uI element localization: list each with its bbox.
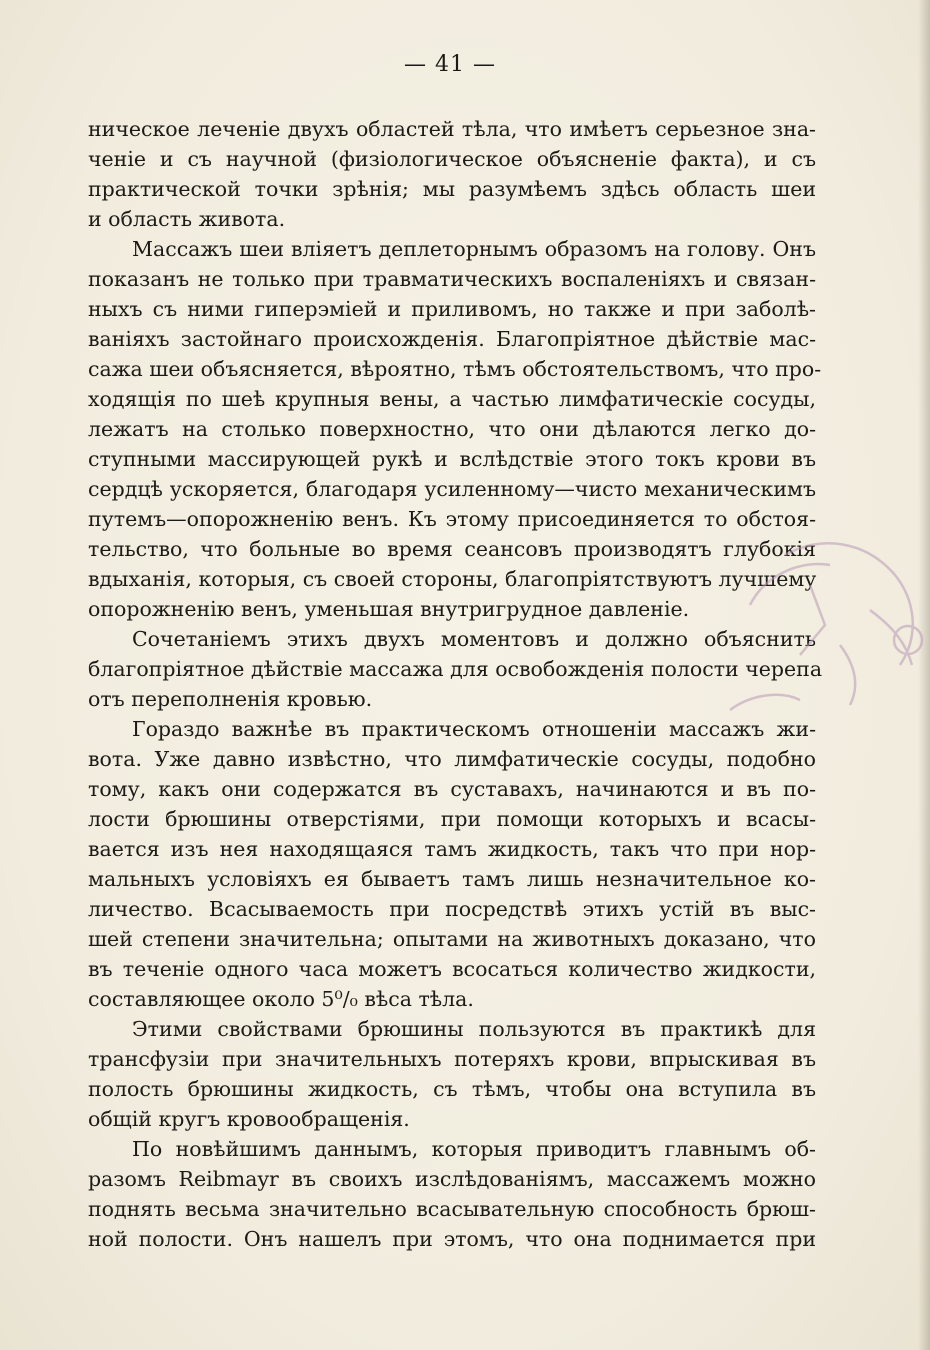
text-line: вается изъ нея находящаяся тамъ жидкость, такъ что при нор- [88, 837, 816, 861]
text-line: въ теченіе одного часа можетъ всосаться количество жидкости, [88, 957, 816, 981]
text-line: мальныхъ условіяхъ ея бываетъ тамъ лишь незначительное ко- [88, 867, 816, 891]
text-line: Сочетаніемъ этихъ двухъ моментовъ и должно объяснить [132, 627, 816, 651]
text-line: сердцѣ ускоряется, благодаря усиленному—чисто механическимъ [88, 477, 816, 501]
text-line: ваніяхъ застойнаго происхожденія. Благопріятное дѣйствіе мас- [88, 327, 816, 351]
text-line: сажа шеи объясняется, вѣроятно, тѣмъ обстоятельствомъ, что про- [88, 357, 822, 381]
text-line: лости брюшины отверстіями, при помощи которыхъ и всасы- [88, 807, 816, 831]
page-number: — 41 — [404, 52, 496, 77]
text-line: отъ переполненія кровью. [88, 687, 373, 711]
text-line: тельство, что больные во время сеансовъ производятъ глубокія [88, 537, 816, 561]
text-line: Этими свойствами брюшины пользуются въ практикѣ для [132, 1017, 816, 1041]
body-text [88, 114, 823, 1254]
text-line: личество. Всасываемость при посредствѣ этихъ устій въ выс- [88, 897, 816, 921]
text-line: благопріятное дѣйствіе массажа для освобожденія полости черепа [88, 657, 823, 681]
text-line: и область живота. [88, 207, 286, 231]
text-line: Массажъ шеи вліяетъ деплеторнымъ образомъ на голову. Онъ [132, 237, 816, 261]
text-line: разомъ Reibmayr въ своихъ изслѣдованіямъ, массажемъ можно [88, 1167, 816, 1191]
text-line: ступными массирующей рукѣ и вслѣдствіе этого токъ крови въ [88, 447, 816, 471]
text-line: вдыханія, которыя, съ своей стороны, благопріятствуютъ лучшему [88, 567, 817, 591]
text-line: составляющее около 5⁰/₀ вѣса тѣла. [88, 987, 474, 1011]
page-edge-shadow [918, 0, 930, 1350]
text-line: тому, какъ они содержатся въ суставахъ, начинаются и въ по- [88, 777, 816, 801]
text-line: лежатъ на столько поверхностно, что они дѣлаются легко до- [88, 417, 816, 441]
text-line: ходящія по шеѣ крупныя вены, а частью лимфатическіе сосуды, [88, 387, 816, 411]
text-line: полость брюшины жидкость, съ тѣмъ, чтобы она вступила въ [88, 1077, 816, 1101]
text-line: Гораздо важнѣе въ практическомъ отношеніи массажъ жи- [132, 717, 816, 741]
text-line: По новѣйшимъ даннымъ, которыя приводитъ главнымъ об- [132, 1137, 816, 1161]
text-line: путемъ—опорожненію венъ. Къ этому присоединяется то обстоя- [88, 507, 816, 531]
text-line: шей степени значительна; опытами на животныхъ доказано, что [88, 927, 816, 951]
text-line: общій кругъ кровообращенія. [88, 1107, 410, 1131]
text-line: вота. Уже давно извѣстно, что лимфатическіе сосуды, подобно [88, 747, 816, 771]
text-line: опорожненію венъ, уменьшая внутригрудное давленіе. [88, 597, 690, 621]
text-line: ныхъ съ ними гиперэміей и приливомъ, но также и при заболѣ- [88, 297, 816, 321]
text-line: поднять весьма значительно всасывательную способность брюш- [88, 1197, 816, 1221]
text-line: ченіе и съ научной (физіологическое объясненіе факта), и съ [88, 147, 816, 171]
text-line: ной полости. Онъ нашелъ при этомъ, что она поднимается при [88, 1227, 816, 1251]
text-line: показанъ не только при травматическихъ воспаленіяхъ и связан- [88, 267, 816, 291]
text-line: трансфузіи при значительныхъ потеряхъ крови, впрыскивая въ [88, 1047, 816, 1071]
text-line: ническое леченіе двухъ областей тѣла, что имѣетъ серьезное зна- [88, 117, 816, 141]
text-line: практической точки зрѣнія; мы разумѣемъ здѣсь область шеи [88, 177, 816, 201]
